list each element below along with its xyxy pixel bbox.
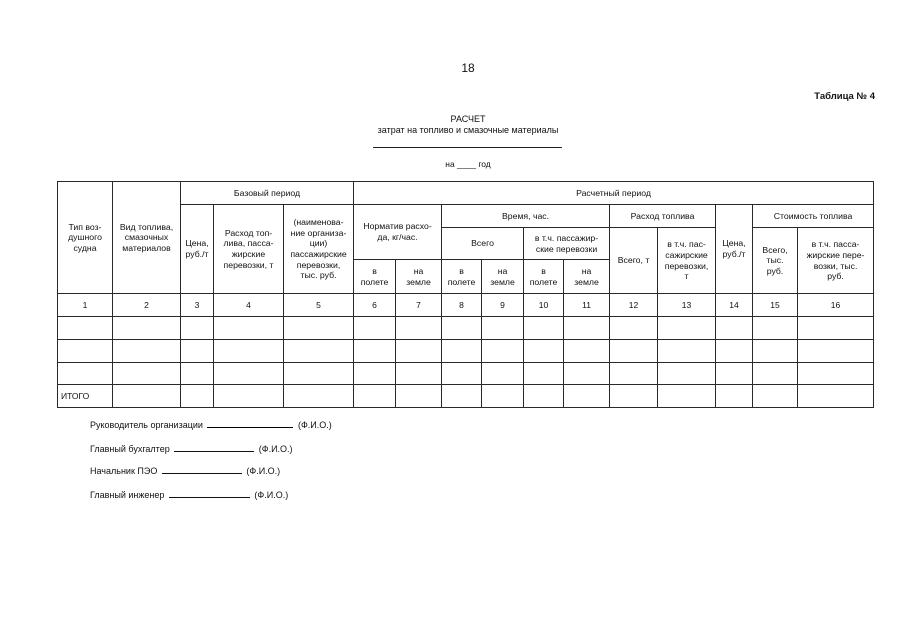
table-cell [753, 385, 798, 408]
table-cell [482, 340, 524, 363]
table-row [58, 340, 874, 363]
header-time-passenger-on-ground: на земле [564, 260, 610, 294]
header-cost-passenger: в т.ч. пасса- жирские пере- возки, тыс. руб. [798, 228, 874, 294]
table-cell [354, 385, 396, 408]
column-number: 8 [442, 294, 482, 317]
table-cell [753, 340, 798, 363]
table-cell [284, 340, 354, 363]
table-cell [442, 363, 482, 385]
table-cell [524, 317, 564, 340]
table-cell [181, 340, 214, 363]
column-number: 1 [58, 294, 113, 317]
column-number: 12 [610, 294, 658, 317]
column-number: 7 [396, 294, 442, 317]
table-cell [113, 340, 181, 363]
table-label: Таблица № 4 [814, 91, 875, 102]
header-time-total: Всего [442, 228, 524, 260]
signature-line-peo-head [90, 464, 280, 477]
table-row [58, 363, 874, 385]
table-cell [524, 363, 564, 385]
table-cell [564, 385, 610, 408]
table-cell [798, 385, 874, 408]
table-cell [716, 317, 753, 340]
header-fuel-type: Вид топлива, смазочных материалов [113, 182, 181, 294]
column-number: 13 [658, 294, 716, 317]
table-cell [798, 363, 874, 385]
title-underline [373, 147, 562, 148]
table-cell [798, 317, 874, 340]
table-cell [396, 340, 442, 363]
header-cost-total: Всего, тыс. руб. [753, 228, 798, 294]
signature-label: Главный инженер [90, 490, 165, 500]
column-number: 16 [798, 294, 874, 317]
header-base-cost: (наименова- ние организа- ции) пассажирские перевозки, тыс. руб. [284, 205, 354, 294]
page-number: 18 [461, 61, 475, 75]
total-label: ИТОГО [58, 385, 113, 408]
table-cell [753, 363, 798, 385]
table-cell [396, 363, 442, 385]
table-cell [482, 363, 524, 385]
table-cell [58, 340, 113, 363]
table-cell [113, 317, 181, 340]
column-number: 5 [284, 294, 354, 317]
table-cell [214, 385, 284, 408]
header-time-passenger: в т.ч. пассажир- ские перевозки [524, 228, 610, 260]
signature-name-hint: (Ф.И.О.) [246, 466, 281, 476]
table-cell [610, 317, 658, 340]
table-cell [658, 363, 716, 385]
signature-name-hint: (Ф.И.О.) [254, 490, 289, 500]
column-number-row [58, 294, 874, 317]
column-number: 9 [482, 294, 524, 317]
table-cell [58, 363, 113, 385]
column-number: 11 [564, 294, 610, 317]
table-cell [284, 363, 354, 385]
header-consumption-norm: Норматив расхо- да, кг/час. [354, 205, 442, 260]
header-fuel-consumption: Расход топлива [610, 205, 716, 228]
table-cell [284, 317, 354, 340]
table-cell [524, 385, 564, 408]
table-cell [181, 317, 214, 340]
signature-name-hint: (Ф.И.О.) [258, 444, 293, 454]
header-row-1 [58, 182, 874, 205]
table-cell [396, 385, 442, 408]
table-cell [564, 340, 610, 363]
column-number: 10 [524, 294, 564, 317]
table-cell [658, 340, 716, 363]
header-base-price: Цена, руб./т [181, 205, 214, 294]
table-cell [58, 317, 113, 340]
header-base-consumption: Расход топ- лива, пасса- жирские перевозки, т [214, 205, 284, 294]
year-line: на ____ год [445, 159, 491, 169]
table-cell [716, 385, 753, 408]
header-time-total-in-flight: в полете [442, 260, 482, 294]
table-cell [798, 340, 874, 363]
table-cell [564, 363, 610, 385]
header-calc-price: Цена, руб./т [716, 205, 753, 294]
column-number: 2 [113, 294, 181, 317]
table-cell [442, 317, 482, 340]
table-cell [716, 340, 753, 363]
header-aircraft-type: Тип воз- душного судна [58, 182, 113, 294]
signature-blank [207, 418, 293, 428]
table-cell [442, 340, 482, 363]
header-fuel-cost: Стоимость топлива [753, 205, 874, 228]
column-number: 6 [354, 294, 396, 317]
total-row [58, 385, 874, 408]
table-row [58, 317, 874, 340]
header-base-period: Базовый период [181, 182, 354, 205]
table-cell [610, 340, 658, 363]
table-cell [442, 385, 482, 408]
header-norm-on-ground: на земле [396, 260, 442, 294]
table-cell [181, 385, 214, 408]
table-cell [610, 363, 658, 385]
column-number: 3 [181, 294, 214, 317]
fuel-cost-table [57, 181, 874, 408]
signature-blank [174, 442, 254, 452]
signature-line-chief-engineer [90, 488, 288, 501]
header-norm-in-flight: в полете [354, 260, 396, 294]
table-cell [610, 385, 658, 408]
table-cell [716, 363, 753, 385]
signature-blank [169, 488, 250, 498]
table-cell [658, 385, 716, 408]
document-subtitle: затрат на топливо и смазочные материалы [377, 125, 559, 135]
table-cell [214, 363, 284, 385]
signature-blank [162, 464, 242, 474]
header-time-total-on-ground: на земле [482, 260, 524, 294]
signature-line-director [90, 418, 332, 431]
table-cell [214, 317, 284, 340]
table-cell [181, 363, 214, 385]
signature-label: Руководитель организации [90, 420, 203, 430]
table-cell [753, 317, 798, 340]
table-cell [284, 385, 354, 408]
column-number: 4 [214, 294, 284, 317]
table-cell [354, 317, 396, 340]
document-title: РАСЧЕТ [450, 114, 486, 124]
table-cell [214, 340, 284, 363]
table-cell [482, 317, 524, 340]
signature-label: Начальник ПЭО [90, 466, 158, 476]
table-cell [482, 385, 524, 408]
signature-line-chief-accountant [90, 442, 293, 455]
header-consumption-passenger: в т.ч. пас- сажирские перевозки, т [658, 228, 716, 294]
table-cell [113, 363, 181, 385]
column-number: 15 [753, 294, 798, 317]
column-number: 14 [716, 294, 753, 317]
header-time: Время, час. [442, 205, 610, 228]
header-consumption-total: Всего, т [610, 228, 658, 294]
signature-label: Главный бухгалтер [90, 444, 170, 454]
table-cell [113, 385, 181, 408]
table-cell [354, 340, 396, 363]
table-cell [396, 317, 442, 340]
signature-name-hint: (Ф.И.О.) [297, 420, 332, 430]
table-cell [524, 340, 564, 363]
header-time-passenger-in-flight: в полете [524, 260, 564, 294]
table-cell [564, 317, 610, 340]
header-row-2 [58, 205, 874, 228]
header-calc-period: Расчетный период [354, 182, 874, 205]
table-cell [658, 317, 716, 340]
table-cell [354, 363, 396, 385]
